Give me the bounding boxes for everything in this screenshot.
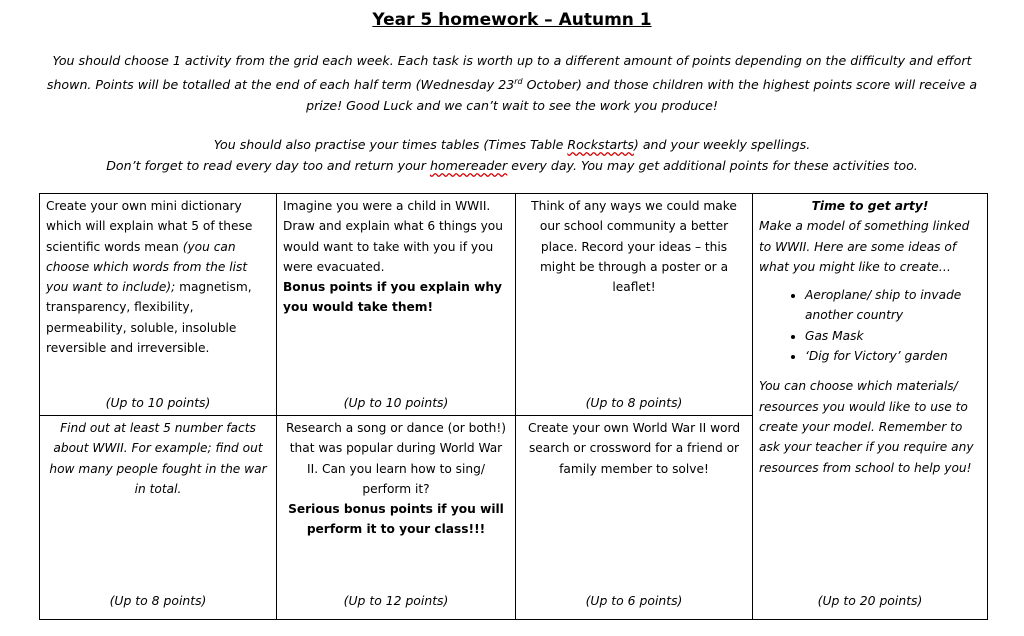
task-song-dance (277, 416, 516, 620)
task-outro: You can choose which materials/ resources you would like to use to create your model. Remember to ask your teacher if you require any resources from school to help you! (759, 379, 974, 475)
task-word-search (516, 416, 753, 620)
list-item: • ‘Dig for Victory’ garden (805, 346, 981, 366)
intro-line-2-text: You should also practise your times tables (Times Table (213, 137, 568, 152)
task-points: (Up to 6 points) (585, 592, 683, 608)
task-evacuee (277, 194, 516, 416)
task-points: (Up to 12 points) (343, 592, 449, 608)
task-dictionary (40, 194, 277, 416)
intro-line-2-text-end: ) and your weekly spellings. (633, 137, 811, 152)
ideas-list (759, 285, 981, 366)
task-points: (Up to 20 points) (817, 592, 923, 608)
task-heading: Time to get arty! (811, 199, 929, 213)
task-number-facts (40, 416, 277, 620)
task-text: Think of any ways we could make our school community a better place. Record your ideas – this might be through a poster or a leaflet! (531, 199, 737, 295)
date-suffix: rd (514, 77, 523, 86)
task-bonus: Bonus points if you explain why you would take them! (283, 280, 502, 315)
task-school-community (516, 194, 753, 416)
task-text: Create your own mini dictionary which will explain what 5 of these scientific words mean (46, 199, 253, 254)
task-points: (Up to 10 points) (105, 394, 211, 410)
task-italic-note: (you can choose which words from the list you want to include); (46, 239, 248, 295)
intro-line-1-text: You should choose 1 activity from the grid each week. Each task is worth up to a different amount of points depending on the difficulty and effort shown. Points will be totalled at the end of each half term (Wednesday 23 (46, 53, 972, 93)
list-item: • Aeroplane/ ship to invade another country (805, 285, 981, 326)
intro-line-3 (40, 155, 984, 176)
intro-line-3-text: Don’t forget to read every day too and return your (106, 158, 430, 173)
intro-paragraph (40, 50, 984, 116)
list-item: • Gas Mask (805, 326, 981, 346)
grid-row-1 (40, 194, 988, 416)
intro-line-3-text-end: every day. You may get additional points for these activities too. (507, 158, 918, 173)
task-text-end: magnetism, transparency, flexibility, permeability, soluble, insoluble reversible and irreversible. (46, 280, 252, 356)
task-text: Create your own World War II word search or crossword for a friend or family member to solve! (527, 421, 741, 476)
intro-line-1 (40, 50, 984, 116)
task-points: (Up to 8 points) (109, 592, 207, 608)
intro-reminders (40, 134, 984, 176)
task-bonus: Serious bonus points if you will perform it to your class!!! (288, 502, 504, 537)
misspelled-word: Rockstarts (567, 137, 634, 152)
task-text: Find out at least 5 number facts about WWII. For example; find out how many people fought in the war in total. (49, 421, 267, 496)
task-text: Make a model of something linked to WWII. Here are some ideas of what you might like to create… (759, 219, 970, 274)
misspelled-word: homereader (429, 158, 508, 173)
homework-grid (39, 193, 988, 620)
task-text: Research a song or dance (or both!) that was popular during World War II. Can you learn how to sing/ perform it? (285, 421, 507, 496)
task-arty-model (753, 194, 988, 620)
intro-line-2 (40, 134, 984, 155)
task-points: (Up to 8 points) (585, 394, 683, 410)
task-text: Imagine you were a child in WWII. Draw and explain what 6 things you would want to take with you if you were evacuated. (283, 199, 503, 274)
page-title: Year 5 homework – Autumn 1 (372, 10, 652, 30)
task-points: (Up to 10 points) (343, 394, 449, 410)
intro-line-1-text-end: October) and those children with the highest points score will receive a prize! Good Luck and we can’t wait to see the work you produce! (306, 77, 978, 114)
